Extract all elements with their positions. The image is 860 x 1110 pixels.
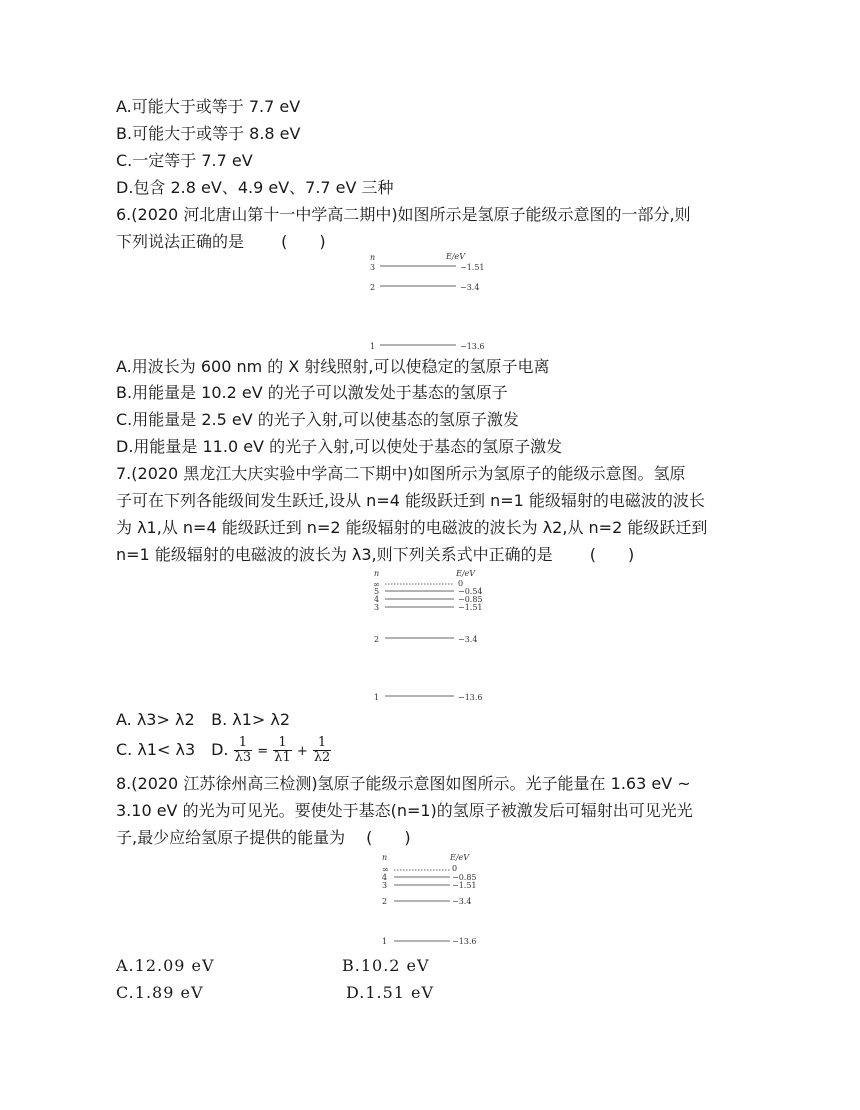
q6-option-b: B.用能量是 10.2 eV 的光子可以激发处于基态的氢原子 xyxy=(116,383,508,402)
q7-energy-level-diagram xyxy=(368,566,498,706)
equals-sign: = xyxy=(257,744,269,759)
q6-stem-line-2: 下列说法正确的是 ( ) xyxy=(116,232,326,251)
svg-text:3: 3 xyxy=(374,603,380,612)
level-3 xyxy=(374,603,483,612)
q6-option-d: D.用能量是 11.0 eV 的光子入射,可以使处于基态的氢原子激发 xyxy=(116,437,563,456)
svg-text:−0.54: −0.54 xyxy=(458,587,483,596)
n-label: n xyxy=(370,253,376,262)
energy-unit-label: E/eV xyxy=(456,569,476,578)
q8-stem-line-3: 子,最少应给氢原子提供的能量为 ( ) xyxy=(116,828,411,847)
svg-text:−0.85: −0.85 xyxy=(452,873,477,882)
q7-option-b: B. λ1> λ2 xyxy=(211,710,291,729)
svg-text:−1.51: −1.51 xyxy=(452,881,477,890)
q8-stem-line-2: 3.10 eV 的光为可见光。要使处于基态(n=1)的氢原子被激发后可辐射出可见光光 xyxy=(116,801,693,820)
svg-text:3: 3 xyxy=(370,263,376,272)
q5-option-d: D.包含 2.8 eV、4.9 eV、7.7 eV 三种 xyxy=(116,178,394,197)
level-1 xyxy=(370,342,485,351)
q7-option-d-label: D. xyxy=(211,740,229,759)
svg-text:−0.85: −0.85 xyxy=(458,595,483,604)
q6-stem-line-1: 6.(2020 河北唐山第十一中学高二期中)如图所示是氢原子能级示意图的一部分,则 xyxy=(116,205,691,224)
energy-unit-label: E/eV xyxy=(450,853,470,862)
svg-text:1: 1 xyxy=(382,937,388,946)
q6-energy-level-diagram xyxy=(362,248,502,352)
svg-text:0: 0 xyxy=(452,864,458,873)
q5-option-b: B.可能大于或等于 8.8 eV xyxy=(116,124,301,143)
svg-text:−1.51: −1.51 xyxy=(460,263,485,272)
level-1 xyxy=(374,693,483,702)
q7-option-a: A. λ3> λ2 xyxy=(116,710,195,729)
svg-text:∞: ∞ xyxy=(382,865,389,874)
fraction-1-over-lambda1: $\frac{1}{\lambda 1}$ xyxy=(274,735,291,765)
svg-text:4: 4 xyxy=(374,595,380,604)
level-infinity xyxy=(373,579,463,589)
q8-option-c: C.1.89 eV xyxy=(116,983,204,1002)
svg-text:4: 4 xyxy=(382,873,388,882)
q8-option-a: A.12.09 eV xyxy=(116,956,215,975)
svg-text:∞: ∞ xyxy=(373,580,380,589)
level-2 xyxy=(374,635,477,644)
q6-option-a: A.用波长为 600 nm 的 X 射线照射,可以使稳定的氢原子电离 xyxy=(116,357,550,376)
q7-stem-line-4: n=1 能级辐射的电磁波的波长为 λ3,则下列关系式中正确的是 ( ) xyxy=(116,545,635,564)
level-3 xyxy=(382,881,477,890)
svg-text:−13.6: −13.6 xyxy=(460,342,485,351)
level-3 xyxy=(370,263,485,272)
q8-option-d: D.1.51 eV xyxy=(346,983,435,1002)
plus-sign: + xyxy=(296,744,308,759)
n-label: n xyxy=(382,853,388,862)
q7-stem-line-1: 7.(2020 黑龙江大庆实验中学高二下期中)如图所示为氢原子的能级示意图。氢原 xyxy=(116,464,686,483)
svg-text:−13.6: −13.6 xyxy=(458,693,483,702)
svg-text:5: 5 xyxy=(374,587,380,596)
svg-text:2: 2 xyxy=(370,283,376,292)
q6-option-c: C.用能量是 2.5 eV 的光子入射,可以使基态的氢原子激发 xyxy=(116,410,519,429)
fraction-1-over-lambda3: $\frac{1}{\lambda 3}$ xyxy=(234,735,252,765)
svg-text:1: 1 xyxy=(374,693,380,702)
q5-option-a: A.可能大于或等于 7.7 eV xyxy=(116,97,301,116)
n-label: n xyxy=(374,569,380,578)
q5-option-c: C.一定等于 7.7 eV xyxy=(116,151,253,170)
q8-stem-line-1: 8.(2020 江苏徐州高三检测)氢原子能级示意图如图所示。光子能量在 1.63 eV ~ xyxy=(116,774,691,793)
svg-text:0: 0 xyxy=(458,579,464,588)
fraction-1-over-lambda2: $\frac{1}{\lambda 2}$ xyxy=(313,735,331,765)
svg-text:−3.4: −3.4 xyxy=(458,635,478,644)
q7-options-row-1 xyxy=(116,709,290,731)
q8-energy-level-diagram xyxy=(374,850,494,950)
q7-options-row-2 xyxy=(116,734,331,768)
q7-option-d xyxy=(211,734,331,768)
svg-text:2: 2 xyxy=(374,635,380,644)
level-1 xyxy=(382,937,477,946)
q7-option-c: C. λ1< λ3 xyxy=(116,740,196,759)
level-2 xyxy=(370,283,479,292)
svg-text:3: 3 xyxy=(382,881,388,890)
svg-text:−1.51: −1.51 xyxy=(458,603,483,612)
level-2 xyxy=(382,897,471,906)
svg-text:1: 1 xyxy=(370,342,376,351)
energy-unit-label: E/eV xyxy=(446,252,466,261)
svg-text:−3.4: −3.4 xyxy=(452,897,472,906)
svg-text:2: 2 xyxy=(382,897,388,906)
svg-text:−13.6: −13.6 xyxy=(452,937,477,946)
svg-text:−3.4: −3.4 xyxy=(460,283,480,292)
level-infinity xyxy=(382,864,457,874)
q7-stem-line-3: 为 λ1,从 n=4 能级跃迁到 n=2 能级辐射的电磁波的波长为 λ2,从 n=2 能级跃迁到 xyxy=(116,518,708,537)
q7-stem-line-2: 子可在下列各能级间发生跃迁,设从 n=4 能级跃迁到 n=1 能级辐射的电磁波的波长 xyxy=(116,491,705,510)
q8-option-b: B.10.2 eV xyxy=(342,956,430,975)
